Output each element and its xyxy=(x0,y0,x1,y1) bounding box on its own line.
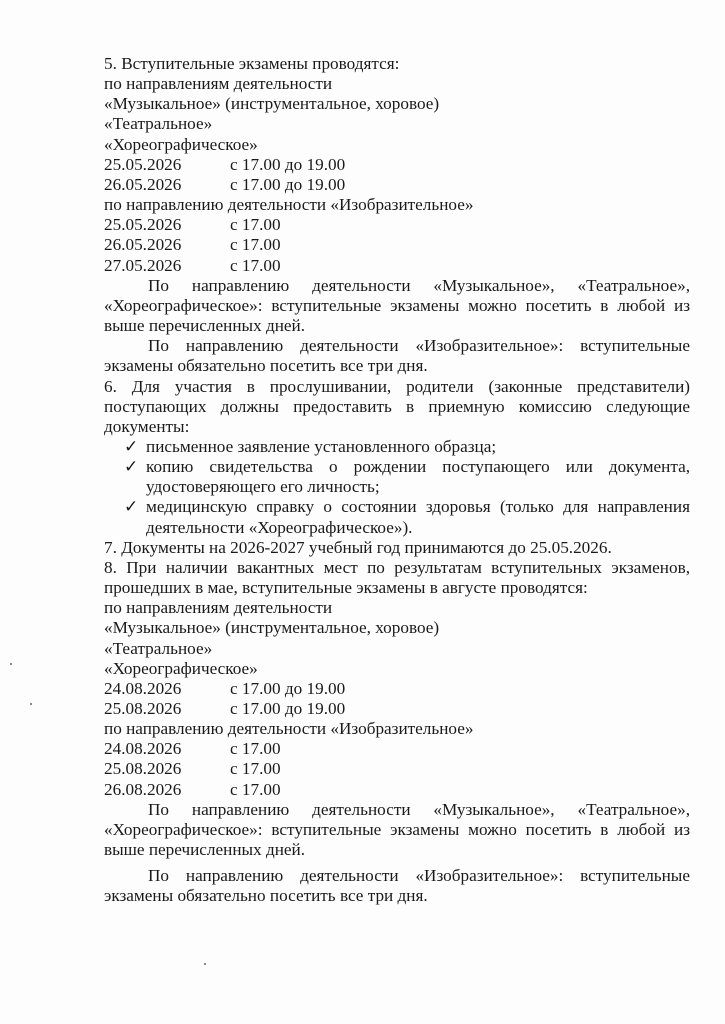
list-item-text: медицинскую справку о состоянии здоровья (только для направления xyxy=(146,497,690,517)
schedule-date: 25.05.2026 xyxy=(104,215,182,235)
document-list-item xyxy=(104,497,690,537)
note-paragraph: экзамены обязательно посетить все три дня. xyxy=(104,886,428,906)
schedule-row xyxy=(104,235,690,255)
schedule-date: 25.05.2026 xyxy=(104,154,182,174)
direction-item: «Театральное» xyxy=(104,638,213,658)
note-paragraph: выше перечисленных дней. xyxy=(104,840,306,860)
section-7: 7. Документы на 2026-2027 учебный год принимаются до 25.05.2026. xyxy=(104,537,612,557)
schedule-date: 26.05.2026 xyxy=(104,174,182,194)
schedule-time: с 17.00 до 19.00 xyxy=(230,678,346,698)
section-8-text: прошедших в мае, вступительные экзамены в августе проводятся: xyxy=(104,578,588,598)
schedule-time: с 17.00 xyxy=(230,739,281,759)
checkmark-icon: ✓ xyxy=(124,436,139,456)
schedule-row xyxy=(104,175,690,195)
schedule-row xyxy=(104,780,690,800)
section-6-text: поступающих должны предоставить в приемную комиссию следующие xyxy=(104,396,690,416)
schedule-date: 25.08.2026 xyxy=(104,699,182,718)
section-6-text: 6. Для участия в прослушивании, родители (законные представители) xyxy=(104,376,690,396)
note-paragraph: «Хореографическое»: вступительные экзамены можно посетить в любой из xyxy=(104,819,690,839)
schedule-time: с 17.00 xyxy=(230,235,281,255)
note-paragraph: выше перечисленных дней. xyxy=(104,316,306,336)
section-5 xyxy=(104,54,690,377)
schedule-row xyxy=(104,155,690,175)
scan-speck xyxy=(30,703,32,705)
schedule-date: 26.08.2026 xyxy=(104,779,182,799)
note-paragraph: По направлению деятельности «Музыкальное», «Театральное», xyxy=(148,799,690,819)
direction-item: «Хореографическое» xyxy=(104,658,258,678)
direction-item: «Музыкальное» (инструментальное, хоровое) xyxy=(104,94,440,114)
section-8 xyxy=(104,558,690,907)
document-list-item xyxy=(104,437,690,457)
group2-intro: по направлению деятельности «Изобразительное» xyxy=(104,195,474,215)
schedule-time: с 17.00 xyxy=(230,779,281,799)
checkmark-icon: ✓ xyxy=(124,497,139,517)
list-item-text: удостоверяющего его личность; xyxy=(146,477,380,497)
note-paragraph: экзамены обязательно посетить все три дня. xyxy=(104,356,428,376)
section-6 xyxy=(104,377,690,538)
schedule-time: с 17.00 xyxy=(230,215,281,235)
schedule-date: 24.08.2026 xyxy=(104,678,182,698)
group1-intro: по направлениям деятельности xyxy=(104,598,333,618)
direction-item: «Хореографическое» xyxy=(104,134,258,154)
note-paragraph: По направлению деятельности «Изобразительное»: вступительные xyxy=(148,336,690,356)
section-8-text: 8. При наличии вакантных мест по результатам вступительных экзаменов, xyxy=(104,557,690,577)
schedule-row xyxy=(104,759,690,779)
group1-intro: по направлениям деятельности xyxy=(104,74,333,94)
direction-item: «Музыкальное» (инструментальное, хоровое) xyxy=(104,618,440,638)
schedule-row xyxy=(104,679,690,699)
note-paragraph: «Хореографическое»: вступительные экзамены можно посетить в любой из xyxy=(104,295,690,315)
note-paragraph: По направлению деятельности «Музыкальное», «Театральное», xyxy=(148,275,690,295)
checkmark-icon: ✓ xyxy=(124,457,139,477)
group2-intro: по направлению деятельности «Изобразительное» xyxy=(104,719,474,739)
schedule-date: 25.08.2026 xyxy=(104,759,182,779)
schedule-row xyxy=(104,699,690,719)
list-item-text: письменное заявление установленного образца; xyxy=(146,436,497,456)
document-list-item xyxy=(104,457,690,497)
schedule-row xyxy=(104,215,690,235)
scan-speck xyxy=(204,963,206,965)
schedule-date: 26.05.2026 xyxy=(104,235,182,255)
schedule-date: 27.05.2026 xyxy=(104,255,182,275)
note-paragraph: По направлению деятельности «Изобразительное»: вступительные xyxy=(148,866,690,886)
section-5-heading: 5. Вступительные экзамены проводятся: xyxy=(104,54,400,73)
direction-item: «Театральное» xyxy=(104,114,213,134)
schedule-date: 24.08.2026 xyxy=(104,739,182,759)
list-item-text: копию свидетельства о рождении поступающего или документа, xyxy=(146,457,690,477)
document-body xyxy=(104,54,690,907)
list-item-text: деятельности «Хореографическое»). xyxy=(146,517,413,537)
scan-speck xyxy=(10,663,12,665)
schedule-time: с 17.00 до 19.00 xyxy=(230,154,346,174)
schedule-time: с 17.00 до 19.00 xyxy=(230,174,346,194)
schedule-time: с 17.00 xyxy=(230,255,281,275)
section-6-text: документы: xyxy=(104,416,190,436)
schedule-row xyxy=(104,739,690,759)
schedule-row xyxy=(104,256,690,276)
schedule-time: с 17.00 xyxy=(230,759,281,779)
schedule-time: с 17.00 до 19.00 xyxy=(230,699,346,718)
